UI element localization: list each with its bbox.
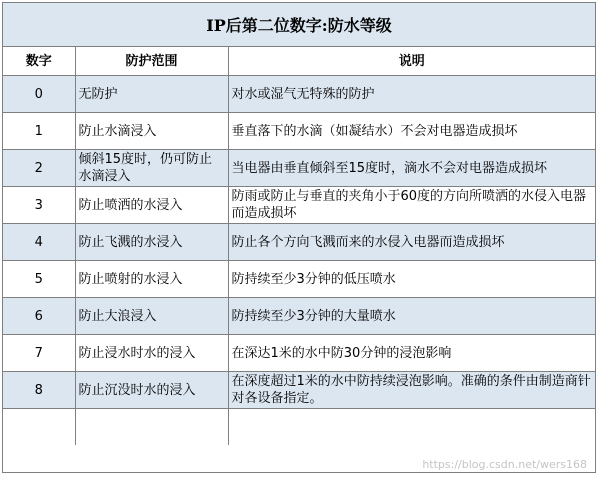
row-scope: 防止沉没时水的浸入 [75,372,228,409]
table-row [3,372,595,409]
blank-cell [228,409,595,446]
row-description: 防雨或防止与垂直的夹角小于60度的方向所喷洒的水侵入电器而造成损坏 [228,187,595,224]
table-row [3,298,595,335]
header-scope: 防护范围 [75,47,228,76]
row-description: 对水或湿气无特殊的防护 [228,76,595,113]
blank-row [3,409,595,446]
row-number: 6 [3,298,75,335]
row-number: 0 [3,76,75,113]
row-scope: 防止飞溅的水浸入 [75,224,228,261]
row-description: 在深度超过1米的水中防持续浸泡影响。准确的条件由制造商针对各设备指定。 [228,372,595,409]
table-row [3,187,595,224]
row-description: 防持续至少3分钟的大量喷水 [228,298,595,335]
table-title: IP后第二位数字:防水等级 [3,3,595,47]
row-description: 防持续至少3分钟的低压喷水 [228,261,595,298]
row-scope: 防止喷洒的水浸入 [75,187,228,224]
table-row [3,335,595,372]
row-description: 当电器由垂直倾斜至15度时，滴水不会对电器造成损坏 [228,150,595,187]
row-scope: 无防护 [75,76,228,113]
row-description: 防止各个方向飞溅而来的水侵入电器而造成损坏 [228,224,595,261]
header-row [3,47,595,76]
watermark-text: https://blog.csdn.net/wers168 [422,458,587,471]
table-row [3,261,595,298]
blank-cell [3,409,75,446]
row-description: 垂直落下的水滴（如凝结水）不会对电器造成损坏 [228,113,595,150]
table-frame [2,2,596,473]
row-number: 1 [3,113,75,150]
row-number: 2 [3,150,75,187]
row-number: 7 [3,335,75,372]
waterproof-rating-table [3,47,595,445]
row-scope: 防止喷射的水浸入 [75,261,228,298]
table-row [3,113,595,150]
header-description: 说明 [228,47,595,76]
row-scope: 防止水滴浸入 [75,113,228,150]
row-number: 3 [3,187,75,224]
row-number: 8 [3,372,75,409]
row-description: 在深达1米的水中防30分钟的浸泡影响 [228,335,595,372]
blank-cell [75,409,228,446]
table-row [3,150,595,187]
row-scope: 防止浸水时水的浸入 [75,335,228,372]
header-number: 数字 [3,47,75,76]
table-row [3,224,595,261]
row-scope: 倾斜15度时，仍可防止水滴浸入 [75,150,228,187]
table-row [3,76,595,113]
row-number: 4 [3,224,75,261]
row-scope: 防止大浪浸入 [75,298,228,335]
row-number: 5 [3,261,75,298]
